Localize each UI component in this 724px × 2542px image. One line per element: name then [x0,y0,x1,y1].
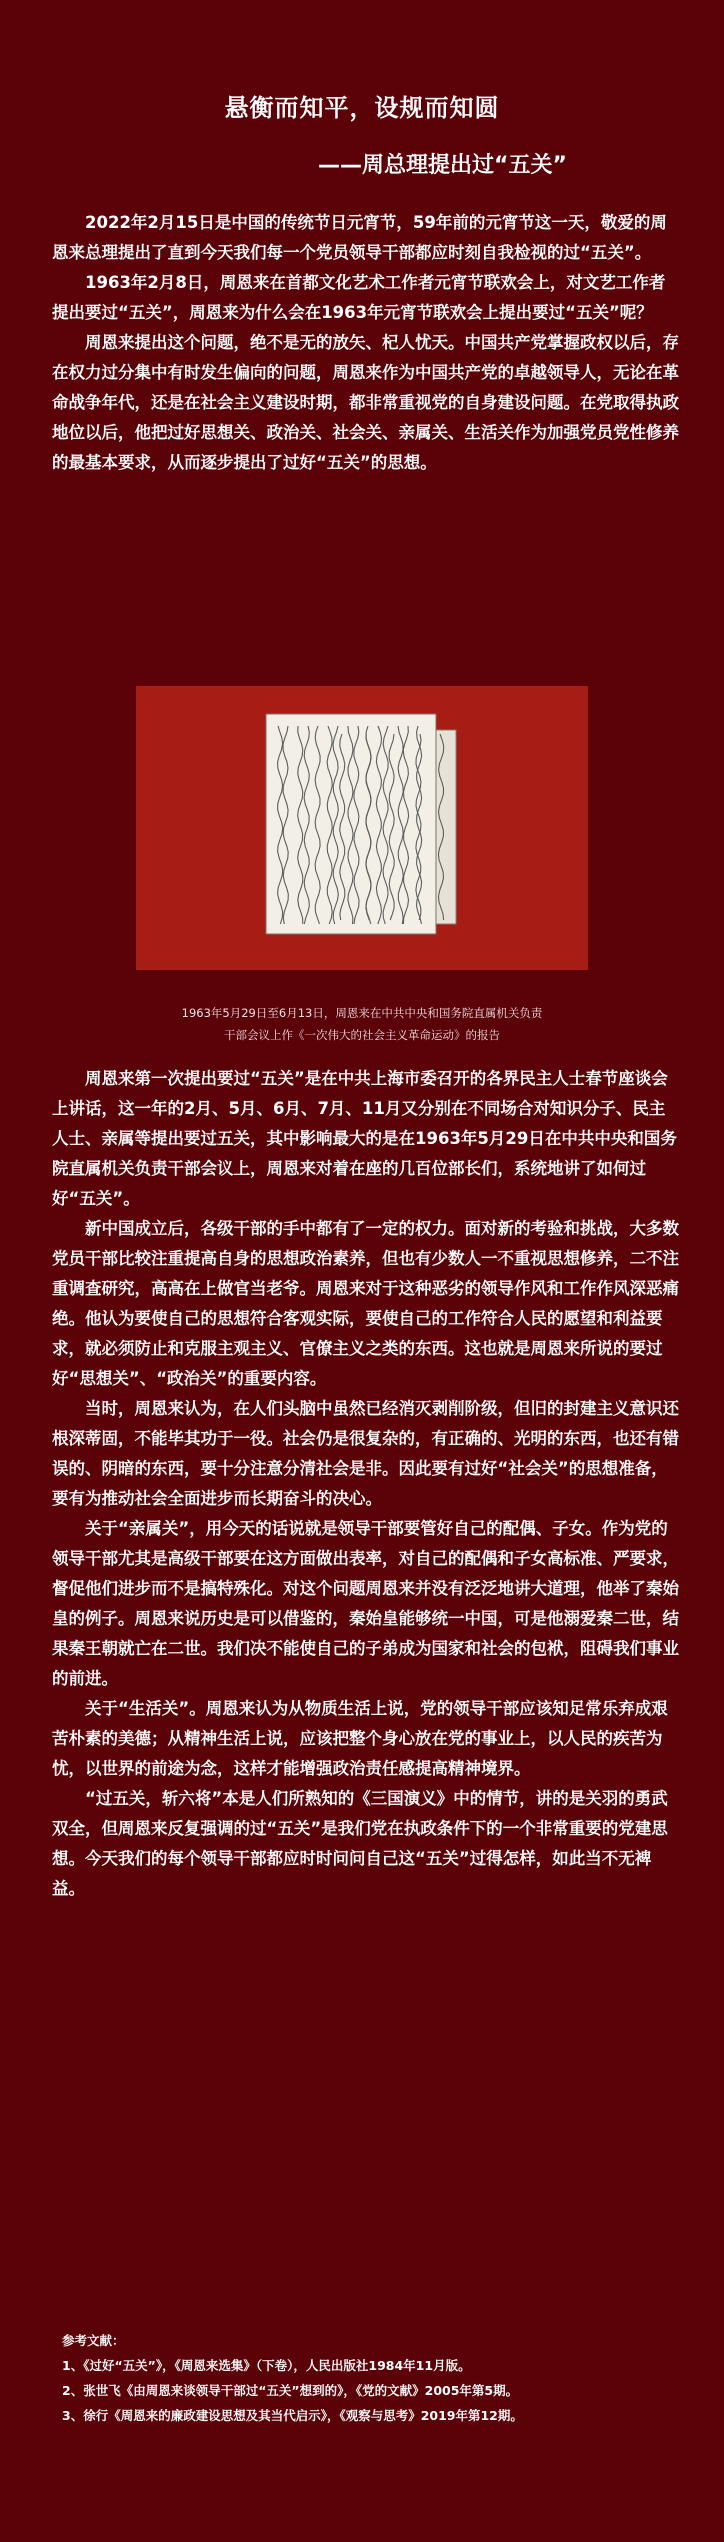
reference-item: 1、《过好“五关”》，《周恩来选集》（下卷），人民出版社1984年11月版。 [62,2358,471,2373]
paragraph: 关于“亲属关”，用今天的话说就是领导干部要管好自己的配偶、子女。作为党的领导干部尤其是高级干部要在这方面做出表率，对自己的配偶和子女高标准、严要求，督促他们进步而不是搞特殊化。对这个问题周恩来并没有泛泛地讲大道理，他举了秦始皇的例子。周恩来说历史是可以借鉴的，秦始皇能够统一中国，可是他溺爱秦二世，结果秦王朝就亡在二世。我们决不能使自己的子弟成为国家和社会的包袱，阻碍我们事业的前进。 [52,1519,679,1688]
paragraph: 1963年2月8日，周恩来在首都文化艺术工作者元宵节联欢会上，对文艺工作者提出要过“五关”，周恩来为什么会在1963年元宵节联欢会上提出要过“五关”呢？ [52,273,666,322]
manuscript-photo [136,686,588,970]
manuscript-image [136,686,588,970]
paragraph: 2022年2月15日是中国的传统节日元宵节，59年前的元宵节这一天，敬爱的周恩来总理提出了直到今天我们每一个党员领导干部都应时刻自我检视的过“五关”。 [52,213,667,262]
intro-text [52,208,680,478]
photo-caption [0,1002,724,1046]
paragraph: 关于“生活关”。周恩来认为从物质生活上说，党的领导干部应该知足常乐弃成艰苦朴素的美德；从精神生活上说，应该把整个身心放在党的事业上，以人民的疾苦为忧，以世界的前途为念，这样才能增强政治责任感提高精神境界。 [52,1699,668,1778]
caption-line: 1963年5月29日至6月13日，周恩来在中共中央和国务院直属机关负责 [181,1006,543,1020]
body-text [52,1064,680,1904]
reference-item: 2、张世飞《由周恩来谈领导干部过“五关”想到的》，《党的文献》2005年第5期。 [62,2383,519,2398]
paragraph: 周恩来第一次提出要过“五关”是在中共上海市委召开的各界民主人士春节座谈会上讲话，这一年的2月、5月、6月、7月、11月又分别在不同场合对知识分子、民主人士、亲属等提出要过五关，其中影响最大的是在1963年5月29日在中共中央和国务院直属机关负责干部会议上，周恩来对着在座的几百位部长们，系统地讲了如何过好“五关”。 [52,1069,677,1208]
reference-item: 3、徐行《周恩来的廉政建设思想及其当代启示》，《观察与思考》2019年第12期。 [62,2408,523,2423]
references [62,2328,682,2428]
paragraph: 周恩来提出这个问题，绝不是无的放矢、杞人忧天。中国共产党掌握政权以后，存在权力过分集中有时发生偏向的问题，周恩来作为中国共产党的卓越领导人，无论在革命战争年代，还是在社会主义建设时期，都非常重视党的自身建设问题。在党取得执政地位以后，他把过好思想关、政治关、社会关、亲属关、生活关作为加强党员党性修养的最基本要求，从而逐步提出了过好“五关”的思想。 [52,333,679,472]
references-heading: 参考文献： [62,2333,125,2348]
paragraph: 当时，周恩来认为，在人们头脑中虽然已经消灭剥削阶级，但旧的封建主义意识还根深蒂固，不能毕其功于一役。社会仍是很复杂的，有正确的、光明的东西，也还有错误的、阴暗的东西，要十分注意分清社会是非。因此要有过好“社会关”的思想准备，要有为推动社会全面进步而长期奋斗的决心。 [52,1399,679,1508]
caption-line: 干部会议上作《一次伟大的社会主义革命运动》的报告 [224,1028,500,1042]
paragraph: 新中国成立后，各级干部的手中都有了一定的权力。面对新的考验和挑战，大多数党员干部比较注重提高自身的思想政治素养，但也有少数人一不重视思想修养，二不注重调查研究，高高在上做官当老爷。周恩来对于这种恶劣的领导作风和工作作风深恶痛绝。他认为要使自己的思想符合客观实际，要使自己的工作符合人民的愿望和利益要求，就必须防止和克服主观主义、官僚主义之类的东西。这也就是周恩来所说的要过好“思想关”、“政治关”的重要内容。 [52,1219,679,1388]
paragraph: “过五关，斩六将”本是人们所熟知的《三国演义》中的情节，讲的是关羽的勇武双全，但周恩来反复强调的过“五关”是我们党在执政条件下的一个非常重要的党建思想。今天我们的每个领导干部都应时时问问自己这“五关”过得怎样，如此当不无裨益。 [52,1789,668,1898]
article-title: 悬衡而知平，设规而知圆 [224,94,500,122]
article-subtitle: ——周总理提出过“五关” [318,153,567,178]
